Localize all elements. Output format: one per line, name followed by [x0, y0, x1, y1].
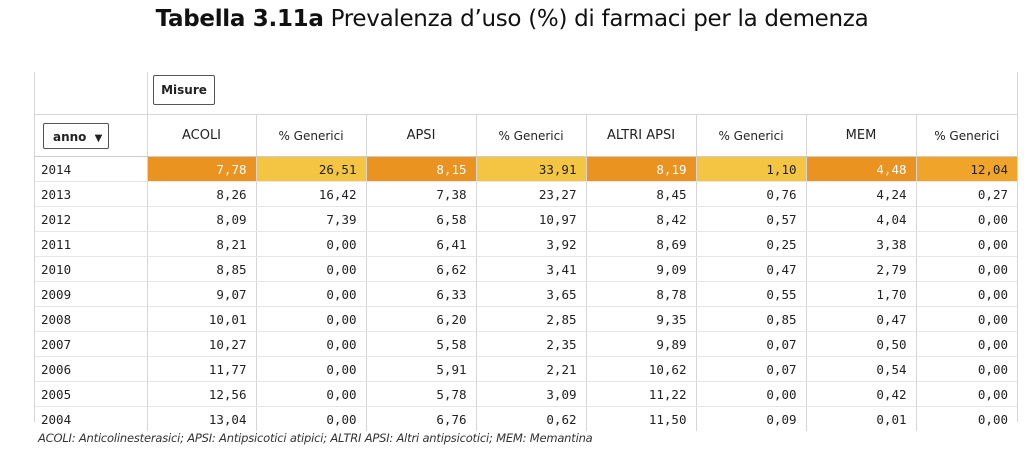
year-cell: 2013 [35, 182, 147, 207]
value-cell: 11,22 [586, 382, 696, 407]
col-header-acoli[interactable]: ACOLI [147, 115, 256, 157]
value-cell: 2,79 [806, 257, 916, 282]
value-cell: 12,56 [147, 382, 256, 407]
value-cell: 1,70 [806, 282, 916, 307]
table-caption: Prevalenza d’uso (%) di farmaci per la demenza [330, 6, 869, 32]
col-header-mem[interactable]: MEM [806, 115, 916, 157]
value-cell: 6,41 [366, 232, 476, 257]
value-cell: 4,24 [806, 182, 916, 207]
year-cell: 2006 [35, 357, 147, 382]
value-cell: 0,00 [256, 407, 366, 432]
anno-dropdown[interactable] [43, 123, 109, 149]
value-cell: 3,38 [806, 232, 916, 257]
value-cell: 0,54 [806, 357, 916, 382]
value-cell: 8,09 [147, 207, 256, 232]
table-row [35, 207, 1017, 232]
value-cell: 9,89 [586, 332, 696, 357]
value-cell: 26,51 [256, 157, 366, 182]
misure-button[interactable]: Misure [153, 75, 215, 105]
value-cell: 5,91 [366, 357, 476, 382]
year-cell: 2010 [35, 257, 147, 282]
value-cell: 9,09 [586, 257, 696, 282]
table-row [35, 332, 1017, 357]
table-title [0, 6, 1024, 32]
value-cell: 0,00 [256, 357, 366, 382]
table-body [35, 157, 1017, 432]
table-number: Tabella 3.11a [155, 6, 324, 32]
value-cell: 3,41 [476, 257, 586, 282]
value-cell: 8,15 [366, 157, 476, 182]
value-cell: 0,55 [696, 282, 806, 307]
measures-header-area [35, 72, 1017, 114]
year-cell: 2011 [35, 232, 147, 257]
value-cell: 8,85 [147, 257, 256, 282]
value-cell: 3,65 [476, 282, 586, 307]
value-cell: 0,76 [696, 182, 806, 207]
value-cell: 4,48 [806, 157, 916, 182]
value-cell: 0,00 [256, 282, 366, 307]
value-cell: 0,50 [806, 332, 916, 357]
value-cell: 0,07 [696, 332, 806, 357]
data-table [35, 114, 1017, 431]
year-cell: 2004 [35, 407, 147, 432]
value-cell: 7,39 [256, 207, 366, 232]
footnote: ACOLI: Anticolinesterasici; APSI: Antipsicotici atipici; ALTRI APSI: Altri antipsicotici; MEM: Memantina [38, 431, 593, 445]
year-cell: 2014 [35, 157, 147, 182]
value-cell: 6,33 [366, 282, 476, 307]
value-cell: 8,45 [586, 182, 696, 207]
value-cell: 2,85 [476, 307, 586, 332]
col-header-generici-mem[interactable]: % Generici [916, 115, 1017, 157]
value-cell: 0,00 [696, 382, 806, 407]
value-cell: 33,91 [476, 157, 586, 182]
table-row [35, 157, 1017, 182]
value-cell: 0,00 [256, 257, 366, 282]
value-cell: 12,04 [916, 157, 1017, 182]
value-cell: 0,42 [806, 382, 916, 407]
table-row [35, 382, 1017, 407]
value-cell: 0,00 [916, 307, 1017, 332]
value-cell: 0,00 [256, 232, 366, 257]
col-header-apsi[interactable]: APSI [366, 115, 476, 157]
value-cell: 8,69 [586, 232, 696, 257]
value-cell: 0,00 [256, 382, 366, 407]
value-cell: 2,21 [476, 357, 586, 382]
year-cell: 2009 [35, 282, 147, 307]
table-row [35, 307, 1017, 332]
value-cell: 6,20 [366, 307, 476, 332]
value-cell: 9,35 [586, 307, 696, 332]
value-cell: 0,85 [696, 307, 806, 332]
column-header-row [35, 115, 1017, 157]
caret-down-icon: ▼ [94, 132, 103, 144]
table-row [35, 357, 1017, 382]
value-cell: 7,38 [366, 182, 476, 207]
value-cell: 11,77 [147, 357, 256, 382]
value-cell: 5,78 [366, 382, 476, 407]
value-cell: 0,00 [916, 357, 1017, 382]
value-cell: 8,78 [586, 282, 696, 307]
value-cell: 0,00 [256, 307, 366, 332]
table-row [35, 257, 1017, 282]
pivot-table [34, 72, 1018, 427]
value-cell: 8,19 [586, 157, 696, 182]
value-cell: 5,58 [366, 332, 476, 357]
table-row [35, 232, 1017, 257]
value-cell: 1,10 [696, 157, 806, 182]
value-cell: 10,97 [476, 207, 586, 232]
value-cell: 2,35 [476, 332, 586, 357]
value-cell: 9,07 [147, 282, 256, 307]
value-cell: 0,00 [916, 282, 1017, 307]
table-row [35, 282, 1017, 307]
value-cell: 0,57 [696, 207, 806, 232]
table-row [35, 407, 1017, 432]
year-cell: 2007 [35, 332, 147, 357]
value-cell: 8,26 [147, 182, 256, 207]
value-cell: 0,00 [916, 332, 1017, 357]
year-cell: 2008 [35, 307, 147, 332]
year-cell: 2012 [35, 207, 147, 232]
value-cell: 0,00 [916, 257, 1017, 282]
value-cell: 13,04 [147, 407, 256, 432]
value-cell: 11,50 [586, 407, 696, 432]
value-cell: 0,27 [916, 182, 1017, 207]
row-field-cell [35, 115, 147, 157]
value-cell: 0,00 [916, 207, 1017, 232]
value-cell: 0,25 [696, 232, 806, 257]
col-header-generici-altri[interactable]: % Generici [696, 115, 806, 157]
table-row [35, 182, 1017, 207]
col-header-generici-apsi[interactable]: % Generici [476, 115, 586, 157]
year-cell: 2005 [35, 382, 147, 407]
value-cell: 10,27 [147, 332, 256, 357]
value-cell: 0,62 [476, 407, 586, 432]
col-header-generici-acoli[interactable]: % Generici [256, 115, 366, 157]
value-cell: 10,62 [586, 357, 696, 382]
value-cell: 0,01 [806, 407, 916, 432]
value-cell: 3,09 [476, 382, 586, 407]
value-cell: 3,92 [476, 232, 586, 257]
value-cell: 0,00 [256, 332, 366, 357]
value-cell: 0,00 [916, 232, 1017, 257]
value-cell: 0,47 [696, 257, 806, 282]
value-cell: 6,58 [366, 207, 476, 232]
value-cell: 6,62 [366, 257, 476, 282]
value-cell: 0,00 [977, 411, 1008, 427]
value-cell: 0,00 [916, 382, 1017, 407]
value-cell: 10,01 [147, 307, 256, 332]
anno-label: anno [53, 129, 87, 144]
value-cell: 0,47 [806, 307, 916, 332]
value-cell: 6,76 [366, 407, 476, 432]
value-cell: 8,21 [147, 232, 256, 257]
value-cell: 0,07 [696, 357, 806, 382]
value-cell: 23,27 [476, 182, 586, 207]
col-header-altri-apsi[interactable]: ALTRI APSI [586, 115, 696, 157]
value-cell: 0,09 [696, 407, 806, 432]
value-cell: 7,78 [147, 157, 256, 182]
value-cell: 8,42 [586, 207, 696, 232]
value-cell: 4,04 [806, 207, 916, 232]
value-cell: 16,42 [256, 182, 366, 207]
